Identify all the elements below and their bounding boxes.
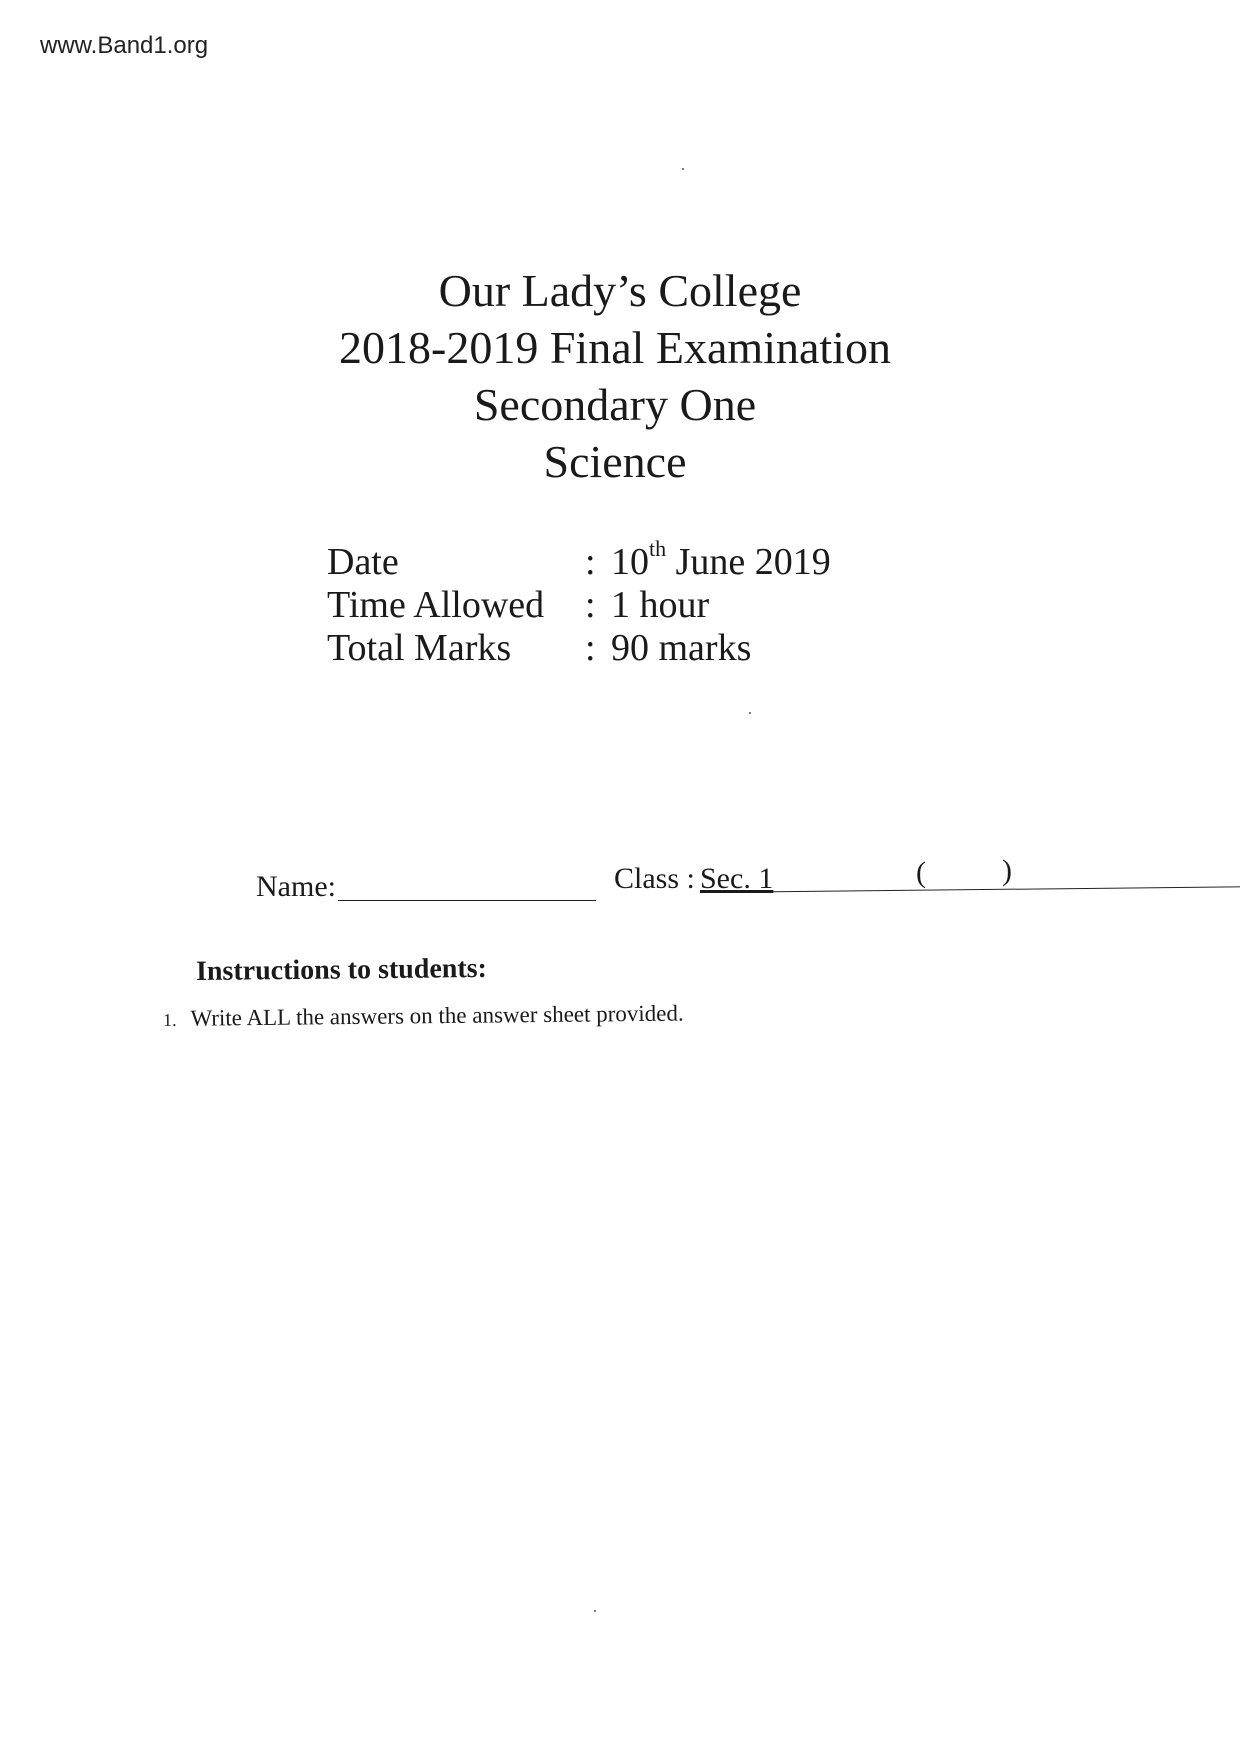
info-value: 90 marks [611, 627, 752, 669]
info-value [611, 536, 831, 584]
exam-level: Secondary One [473, 379, 757, 430]
date-day: 10 [611, 541, 649, 583]
exam-subject: Science [543, 436, 687, 487]
info-label: Date [327, 541, 399, 583]
instructions-title: Instructions to students: [195, 952, 488, 987]
instructions-list [163, 1001, 684, 1032]
info-label: Total Marks [327, 627, 512, 669]
exam-header [0, 262, 1240, 490]
scan-speck [594, 1610, 596, 1612]
scan-speck [682, 168, 684, 170]
list-item [163, 1001, 684, 1032]
info-label: Time Allowed [327, 584, 545, 626]
date-month-year: June 2019 [666, 541, 831, 583]
name-label: Name: [256, 870, 336, 903]
name-blank-line[interactable] [338, 900, 596, 901]
list-item-text: Write ALL the answers on the answer sheet provided. [190, 1000, 684, 1031]
info-separator: : [585, 627, 596, 669]
list-item-number: 1. [162, 1009, 177, 1030]
date-suffix: th [649, 536, 667, 561]
info-separator: : [585, 584, 596, 626]
exam-title: 2018-2019 Final Examination [339, 322, 891, 373]
watermark-url: www.Band1.org [40, 32, 209, 59]
class-number-open: ( [916, 856, 926, 889]
info-value: 1 hour [611, 584, 710, 626]
class-number-close: ) [1002, 854, 1012, 887]
info-separator: : [585, 541, 596, 583]
class-value: Sec. 1 [700, 862, 774, 895]
school-name: Our Lady’s College [438, 265, 802, 316]
class-label: Class : [614, 862, 695, 895]
scan-speck [749, 712, 751, 714]
class-blank-line[interactable] [700, 886, 1240, 893]
